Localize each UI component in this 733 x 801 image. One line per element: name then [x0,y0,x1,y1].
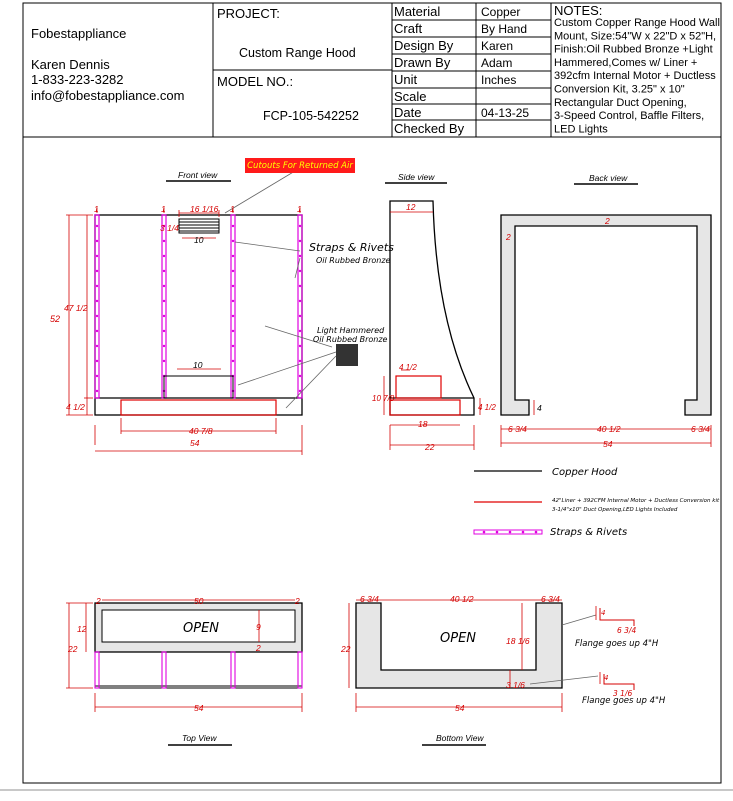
field-value: Inches [481,73,517,87]
dim-side-depth: 22 [425,442,435,452]
back-frame [501,215,711,415]
strap [162,652,166,688]
dim-flange-small: 4 [604,674,609,682]
dim-top-edge: 2 [96,596,101,606]
field-value: Copper [481,5,521,19]
company-info [31,26,184,103]
top-open-label: OPEN [183,621,220,636]
rivet [96,240,98,242]
dim-flange-small: 4 [601,609,606,617]
dim-bottom-side: 6 3/4 [360,594,379,604]
strap [231,215,235,398]
dim-side-top: 12 [406,202,416,212]
dim-back-side: 6 3/4 [508,424,527,434]
dim-side-motor-top: 4 1/2 [399,363,417,372]
back-view [501,215,711,449]
legend [474,467,720,538]
dim-top-edge: 2 [295,596,300,606]
notes-line: Rectangular Duct Opening, [554,96,687,109]
rivet [232,300,234,302]
notes-lines [554,17,720,135]
rivet [163,300,165,302]
dim-back-width: 54 [603,439,613,449]
rivet [299,375,301,377]
notes-line: 3-Speed Control, Baffle Filters, [554,110,705,123]
rivet [299,270,301,272]
phone-number: 1-833-223-3282 [31,72,124,87]
spec-fields [394,4,529,136]
dim-back-leg: 4 [537,403,542,413]
rivet [299,225,301,227]
notes-line: Custom Copper Range Hood Wall [554,17,720,29]
front-view-title: Front view [178,170,218,180]
field-label: Material [394,4,441,19]
rivet [96,270,98,272]
strap [162,215,166,398]
hammered-label-1: Light Hammered [317,326,385,335]
side-view [372,201,496,452]
rivet [163,255,165,257]
top-view-title: Top View [182,733,217,743]
straps-label: Straps & Rivets [309,241,394,254]
dim-top-inner: 50 [194,596,204,606]
strap [231,652,235,688]
rivet [299,330,301,332]
model-value: FCP-105-542252 [263,109,359,123]
field-value: Karen [481,39,514,53]
legend-liner-label-1: 42"Liner + 392CFM Internal Motor + Ductless Conversion kit [552,498,720,504]
rivet [163,285,165,287]
rivet [299,255,301,257]
field-label: Design By [394,38,454,53]
front-duct-box [164,376,233,398]
dim-side-motor-h: 10 7/8 [372,394,395,403]
bottom-view [340,594,666,713]
front-dim-labels [50,204,302,448]
company-name: Fobestappliance [31,26,127,41]
rivet [232,285,234,287]
dim-front-strap: 1 [297,204,302,214]
dim-front-upper: 47 1/2 [64,303,88,313]
dim-flange-2: 3 1/6 [613,689,633,698]
rivet [232,240,234,242]
dim-top-depth-a: 12 [77,624,87,634]
field-label: Checked By [394,121,465,136]
side-view-title: Side view [398,172,435,182]
back-view-title: Back view [589,173,628,183]
dim-back-wall: 2 [605,216,610,226]
leader-lines [225,171,336,408]
rivet [96,255,98,257]
dim-bottom-inner: 40 1/2 [450,594,474,604]
dim-front-base: 4 1/2 [66,402,85,412]
front-view [50,158,394,455]
vent-cutouts [179,219,219,233]
email-address: info@fobestappliance.com [31,88,185,103]
dim-side-liner: 18 [418,419,428,429]
rivet [232,360,234,362]
notes-line: LED Lights [554,123,608,136]
strap [95,652,99,688]
dim-top-edge: 2 [256,643,261,653]
dim-flange-1: 6 3/4 [617,626,637,635]
field-value: By Hand [481,22,528,36]
rivet [163,315,165,317]
project-label: PROJECT: [217,6,280,21]
rivet [299,390,301,392]
front-hood-outline [95,215,302,415]
dim-front-vent-h: 3 1/4 [160,223,179,233]
dim-front-height: 52 [50,314,61,324]
legend-rivets [483,531,538,534]
dim-front-vent-inner: 10 [194,235,204,245]
dim-back-inner: 40 1/2 [597,424,621,434]
notes-line: Conversion Kit, 3.25" x 10" [554,83,685,96]
dim-bottom-width: 54 [455,703,465,713]
dim-front-strap: 1 [161,204,166,214]
rivet [299,300,301,302]
dim-top-inner-h: 9 [256,622,261,632]
front-dim-lines [66,208,302,455]
legend-liner-label-2: 3-1/4"x10" Duct Opening,LED Lights Included [552,507,678,513]
top-straps [95,652,302,688]
bottom-view-title: Bottom View [436,733,484,743]
field-value: Adam [481,56,513,70]
side-dim-lines [384,212,480,450]
dim-side-base: 4 1/2 [478,403,496,412]
hammered-label-2: Oil Rubbed Bronze [313,335,388,344]
rivet [299,345,301,347]
dim-back-wall: 2 [506,232,511,242]
dim-front-liner: 40 7/8 [189,426,213,436]
rivet [96,330,98,332]
dim-bottom-offset: 3 1/6 [506,680,525,690]
dim-bottom-side: 6 3/4 [541,594,560,604]
project-info [217,6,359,123]
rivet [232,345,234,347]
rivet [96,285,98,287]
rivet [232,315,234,317]
rivet [163,345,165,347]
rivet [299,315,301,317]
front-liner [121,400,276,415]
rivet [96,300,98,302]
rivet [96,315,98,317]
back-dim-labels [505,216,710,449]
notes-line: Mount, Size:54"W x 22"D x 52"H, [554,30,717,43]
top-body [95,652,302,688]
dim-top-depth: 22 [68,644,78,654]
top-view [66,596,302,713]
notes-line: 392cfm Internal Motor + Ductless [554,70,716,83]
dim-bottom-leg: 18 1/6 [506,636,530,646]
rivet [299,360,301,362]
side-hood-outline [390,201,474,415]
rivet [232,330,234,332]
dim-front-duct: 10 [193,360,203,370]
legend-straps-label: Straps & Rivets [550,527,628,538]
field-label: Date [394,105,422,120]
strap [95,215,99,398]
flange-label-2: Flange goes up 4"H [582,696,666,706]
rivet [232,225,234,227]
rivet [163,270,165,272]
flange-detail-1 [575,606,659,649]
dim-top-width: 54 [194,703,204,713]
strap [298,652,302,688]
dim-front-strap: 1 [230,204,235,214]
rivet [299,285,301,287]
bottom-open-label: OPEN [440,631,477,646]
notes-line: Finish:Oil Rubbed Bronze +Light [554,43,713,56]
notes-label: NOTES: [554,3,603,18]
notes-line: Hammered,Comes w/ Liner + [554,56,698,69]
field-label: Scale [394,89,427,104]
side-motor [396,376,441,398]
field-label: Craft [394,21,423,36]
rivet [96,225,98,227]
model-label: MODEL NO.: [217,74,294,89]
cutouts-callout: Cutouts For Returned Air [247,161,353,171]
notes [554,3,720,135]
field-label: Unit [394,72,418,87]
rivet [299,240,301,242]
rivet [96,375,98,377]
legend-copper-label: Copper Hood [552,467,618,478]
dim-back-side: 6 3/4 [691,424,710,434]
rivet [96,390,98,392]
rivet [163,360,165,362]
rivet [232,270,234,272]
field-label: Drawn By [394,55,451,70]
dim-bottom-depth: 22 [341,644,351,654]
rivet [163,240,165,242]
side-liner [390,400,460,415]
rivet [96,345,98,347]
straps-finish-label: Oil Rubbed Bronze [316,256,391,265]
dim-front-vent-w: 16 1/16 [190,204,219,214]
view-titles [166,170,638,745]
hammered-swatch [336,344,358,366]
rivet [96,360,98,362]
dim-front-strap: 1 [94,204,99,214]
rivet [232,255,234,257]
dim-front-width: 54 [190,438,200,448]
flange-detail-2 [582,672,666,706]
field-value: 04-13-25 [481,106,530,120]
contact-name: Karen Dennis [31,57,110,72]
flange-label-1: Flange goes up 4"H [575,639,659,649]
project-value: Custom Range Hood [239,46,356,60]
rivet [163,330,165,332]
